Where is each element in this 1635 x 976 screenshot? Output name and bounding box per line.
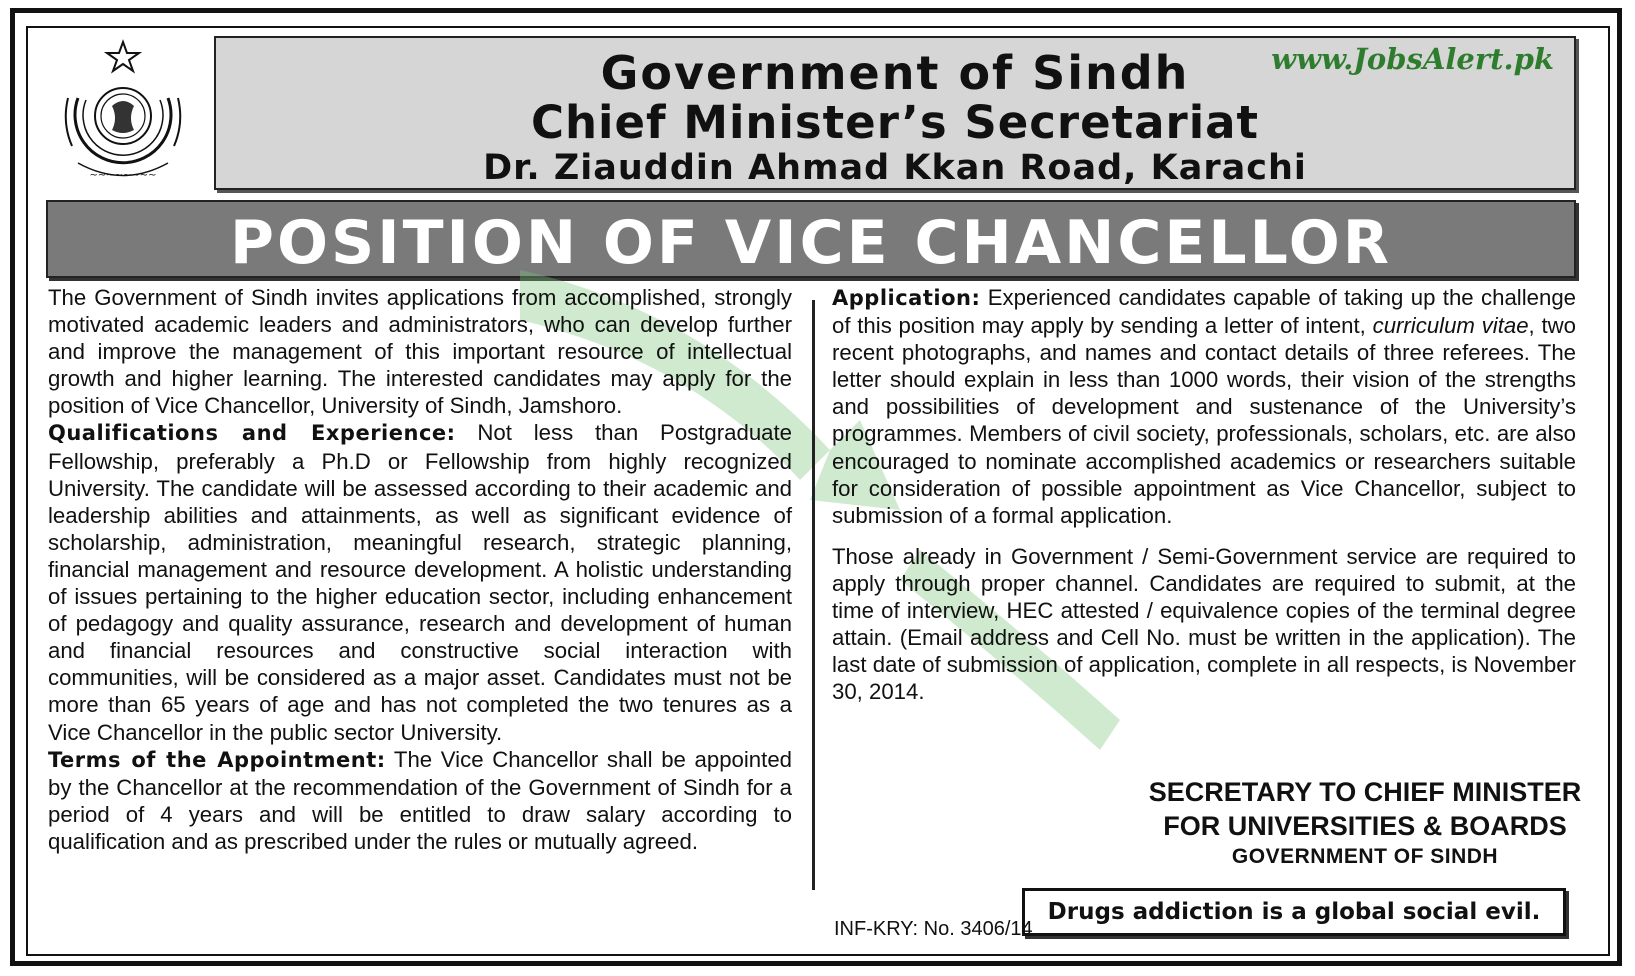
signature-line3: GOVERNMENT OF SINDH xyxy=(1231,845,1499,868)
right-column xyxy=(832,284,1576,705)
page-title: POSITION OF VICE CHANCELLOR xyxy=(230,208,1392,278)
application-paragraph xyxy=(832,284,1576,529)
terms-paragraph xyxy=(48,746,792,855)
header-box xyxy=(214,36,1576,190)
title-bar xyxy=(46,200,1576,278)
terms-heading: Terms of the Appointment: xyxy=(48,747,386,772)
header-government: Government of Sindh xyxy=(600,46,1190,100)
qualifications-text: Not less than Postgraduate Fellowship, preferably a Ph.D or Fellowship from highly recognized University. The candidate will be assessed according to their academic and leadership abilities and attainments, as well as significant evidence of scholarship, administration, meaningful research, strategic planning, financial management and resource development. A holistic understanding of issues pertaining to the higher education sector, including enhancement of pedagogy and quality assurance, research and development of human and financial resources and constructive social interaction with communities, will be considered as a major asset. Candidates must not be more than 65 years of age and has not completed the two tenures as a Vice Chancellor in the public sector University. xyxy=(48,420,793,745)
qualifications-heading: Qualifications and Experience: xyxy=(48,421,456,446)
application-text-2: , two recent photographs, and names and contact details of three referees. The letter should explain in less than 1000 words, their vision of the strengths and possibilities of development and sustenance of the University’s programmes. Members of civil society, professionals, scholars, etc. are also encouraged to nominate accomplished academics or researchers suitable for consideration of possible appointment as Vice Chancellor, subject to submission of a formal application. xyxy=(832,313,1576,528)
header-address: Dr. Ziauddin Ahmad Kkan Road, Karachi xyxy=(483,148,1307,188)
svg-text:~~~~~~~~: ~~~~~~~~ xyxy=(89,170,157,181)
sindh-seal-icon xyxy=(48,38,198,190)
intro-paragraph: The Government of Sindh invites applications from accomplished, strongly motivated academic leaders and administrators, who can develop further and improve the management of this important resource of intellectual growth and higher learning. The interested candidates may apply for the position of Vice Chancellor, University of Sindh, Jamshoro. xyxy=(48,285,792,419)
service-paragraph: Those already in Government / Semi-Government service are required to apply through proper channel. Candidates are required to submit, at the time of interview, HEC attested / equivalence copies of the terminal degree attain. (Email address and Cell No. must be written in the application). The last date of submission of application, complete in all respects, is November 30, 2014. xyxy=(832,543,1576,705)
left-column xyxy=(48,284,792,855)
terms-text: The Vice Chancellor shall be appointed by the Chancellor at the recommendation of the Government of Sindh for a period of 4 years and will be entitled to draw salary according to qualification and as prescribed under the rules or mutually agreed. xyxy=(48,746,792,854)
slogan-box: Drugs addiction is a global social evil. xyxy=(1022,888,1566,936)
header-secretariat: Chief Minister’s Secretariat xyxy=(530,96,1260,149)
application-heading: Application: xyxy=(832,286,981,310)
qualifications-paragraph xyxy=(48,419,792,745)
application-text-italic: curriculum vitae xyxy=(1372,313,1529,339)
reference-number: INF-KRY: No. 3406/14 xyxy=(834,918,1033,940)
website-label: www.JobsAlert.pk xyxy=(1271,42,1554,76)
application-text-1: Experienced candidates capable of taking up the challenge of this position may apply by sending a letter of intent, xyxy=(832,285,1576,339)
signature-line2: FOR UNIVERSITIES & BOARDS xyxy=(1163,811,1567,841)
column-divider xyxy=(812,300,815,890)
signature-line1: SECRETARY TO CHIEF MINISTER xyxy=(1148,777,1582,807)
signature-block xyxy=(1140,775,1590,871)
